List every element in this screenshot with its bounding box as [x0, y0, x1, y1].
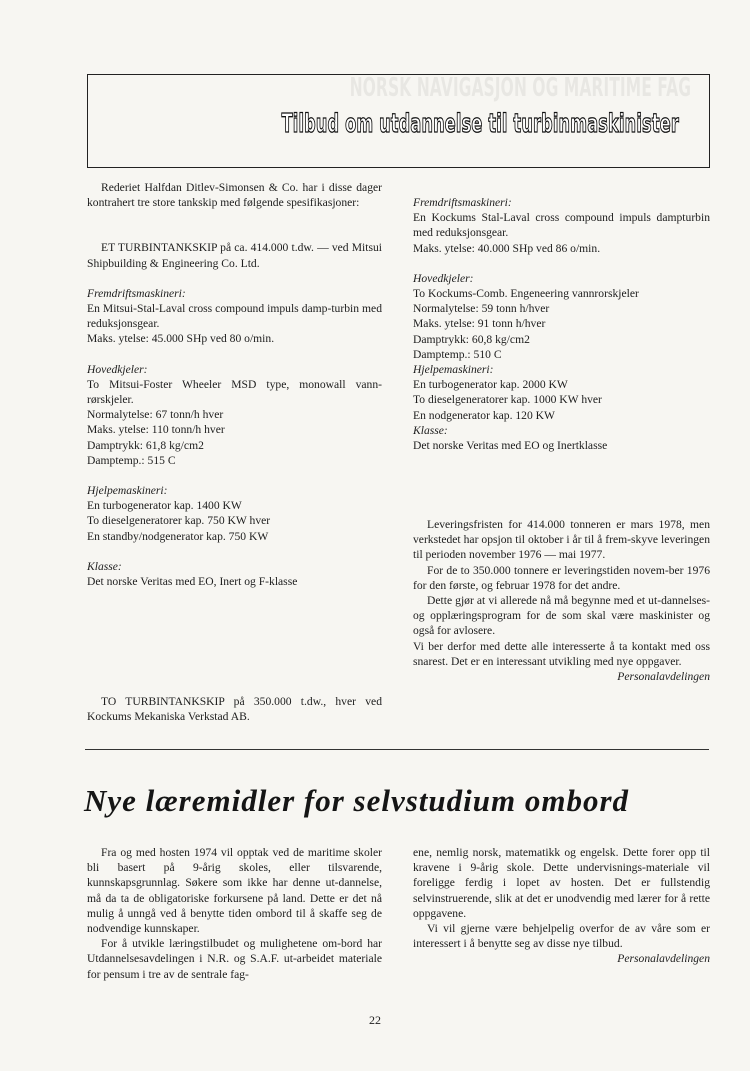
spec-line: En standby/nodgenerator kap. 750 KW — [87, 529, 269, 543]
paragraph: Vi vil gjerne være behjelpelig overfor de av våre som er interessert i å benytte seg av disse nye tilbud. — [413, 922, 710, 951]
paragraph: For å utvikle læringstilbudet og mulighetene om-bord har Utdannelsesavdelingen i N.R. og S.A.F. ut-arbeidet materiale for pensum i tre av de sentrale fag- — [87, 937, 382, 981]
paragraph: Dette gjør at vi allerede nå må begynne med et ut-dannelses- og opplæringsprogram for de som skal være maskinister og også for avlosere. — [413, 594, 710, 638]
paragraph: Rederiet Halfdan Ditlev-Simonsen & Co. har i disse dager kontrahert tre store tankskip med følgende spesifikasjoner: — [87, 181, 382, 210]
spec-line: Damptrykk: 60,8 kg/cm2 — [413, 332, 530, 346]
spec-line: To Kockums-Comb. Engeneering vannrorskjeler — [413, 287, 639, 301]
spec-line: En Kockums Stal-Laval cross compound impuls dampturbin med reduksjonsgear. — [413, 211, 710, 240]
spec-line: Maks. ytelse: 91 tonn h/hver — [413, 317, 546, 331]
spec-line: Normalytelse: 59 tonn h/hver — [413, 302, 550, 316]
spec-line: Damptemp.: 510 C — [413, 347, 502, 361]
section-label: Klasse: — [413, 423, 448, 437]
spec-line: Maks. ytelse: 110 tonn/h hver — [87, 423, 225, 437]
article1-left-column — [87, 180, 382, 589]
paragraph: For de to 350.000 tonnere er leveringstiden novem-ber 1976 for den første, og februar 1978 for det andre. — [413, 563, 710, 592]
header-ghost-text: NORSK NAVIGASJON OG MARITIME FAG — [349, 73, 691, 103]
paragraph: Vi ber derfor med dette alle interesserte å ta kontakt med oss snarest. Det er en interessant utvikling med nye oppgaver. — [413, 639, 710, 668]
spec-line: Damptrykk: 61,8 kg/cm2 — [87, 438, 204, 452]
section-label: Hjelpemaskineri: — [87, 484, 168, 498]
spec-line: To Mitsui-Foster Wheeler MSD type, monowall vann-rørskjeler. — [87, 377, 382, 407]
article1-right-column — [413, 195, 710, 453]
section-label: Hovedkjeler: — [87, 362, 148, 376]
article2-left-column — [87, 845, 382, 982]
article1-left-closing — [87, 694, 382, 724]
spec-line: En turbogenerator kap. 1400 KW — [87, 499, 242, 513]
paragraph: Fra og med hosten 1974 vil opptak ved de maritime skoler bli basert på 9-årig skoles, eller tilsvarende, kunnskapsgrunnlag. Søkere som ikke har denne ut-dannelse, må da ta de obligatoriske forkursene på land. Dette er det nå mulig å unngå ved å benytte tiden ombord til å skaffe seg de nodvendige kunnskaper. — [87, 846, 382, 936]
signature: Personalavdelingen — [617, 952, 710, 966]
spec-line: Maks. ytelse: 40.000 SHp ved 86 o/min. — [413, 241, 601, 255]
paragraph: TO TURBINTANKSKIP på 350.000 t.dw., hver ved Kockums Mekaniska Verkstad AB. — [87, 695, 382, 724]
paragraph: ene, nemlig norsk, matematikk og engelsk. Dette forer opp til kravene i 9-årig skole. Dette undervisnings-materiale vil foreligge ferdig i lopet av hosten. Det er fullstendig selvinstruerende, slik at det er unodvendig med lærer for å rette oppgavene. — [413, 846, 710, 920]
spec-line: To dieselgeneratorer kap. 1000 KW hver — [413, 393, 602, 407]
signature: Personalavdelingen — [617, 670, 710, 684]
paragraph: ET TURBINTANKSKIP på ca. 414.000 t.dw. — ved Mitsui Shipbuilding & Engineering Co. Ltd. — [87, 241, 382, 270]
section-label: Klasse: — [87, 559, 122, 573]
page-title: Tilbud om utdannelse til turbinmaskinister — [281, 109, 679, 139]
spec-line: Det norske Veritas med EO, Inert og F-klasse — [87, 575, 298, 589]
section-divider — [85, 749, 709, 750]
spec-line: En turbogenerator kap. 2000 KW — [413, 378, 568, 392]
spec-line: To dieselgeneratorer kap. 750 KW hver — [87, 514, 271, 528]
spec-line: Maks. ytelse: 45.000 SHp ved 80 o/min. — [87, 332, 275, 346]
article2-right-column — [413, 845, 710, 967]
spec-line: Det norske Veritas med EO og Inertklasse — [413, 439, 608, 453]
spec-line: Damptemp.: 515 C — [87, 453, 176, 467]
spec-line: En Mitsui-Stal-Laval cross compound impuls damp-turbin med reduksjonsgear. — [87, 302, 382, 331]
page-number: 22 — [369, 1013, 381, 1027]
paragraph: Leveringsfristen for 414.000 tonneren er mars 1978, men verkstedet har opsjon til oktober i år til å frem-skyve leveringen til perioden november 1976 — mai 1977. — [413, 518, 710, 562]
section-label: Fremdriftsmaskineri: — [87, 286, 186, 300]
header-box — [87, 74, 710, 168]
spec-line: Normalytelse: 67 tonn/h hver — [87, 408, 224, 422]
section-label: Hovedkjeler: — [413, 271, 474, 285]
section-label: Hjelpemaskineri: — [413, 363, 494, 377]
article1-right-text — [413, 517, 710, 684]
article-headline: Nye læremidler for selvstudium ombord — [84, 783, 630, 818]
section-label: Fremdriftsmaskineri: — [413, 196, 512, 209]
spec-line: En nodgenerator kap. 120 KW — [413, 408, 555, 422]
